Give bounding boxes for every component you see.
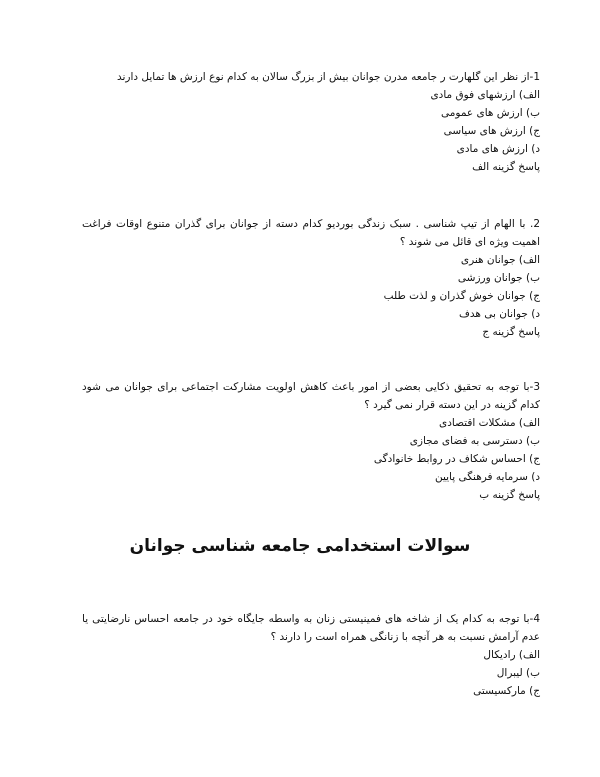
option-item: ج) احساس شکاف در روابط خانوادگی [373, 453, 540, 465]
question-3 [82, 378, 540, 504]
options-list [82, 251, 540, 323]
question-text: 2. با الهام از تیپ شناسی . سبک زندگی بوردیو کدام دسته از جوانان برای گذران متنوع اوقات فراغت اهمیت ویژه ای قائل می شوند ؟ [82, 218, 540, 248]
option-item: ب) جوانان ورزشی [457, 272, 540, 284]
answer-text: پاسخ گزینه ب [479, 489, 540, 501]
option-item: د) سرمایه فرهنگی پایین [434, 471, 540, 483]
option-item: الف) رادیکال [483, 649, 540, 661]
option-item: ب) ارزش های عمومی [441, 107, 540, 119]
options-list [82, 414, 540, 486]
option-item: ج) جوانان خوش گذران و لذت طلب [383, 290, 540, 302]
question-4 [82, 610, 540, 700]
options-list [82, 86, 540, 158]
question-1 [82, 68, 540, 176]
option-item: د) ارزش های مادی [456, 143, 540, 155]
options-list [82, 646, 540, 700]
option-item: ج) مارکسیستی [473, 685, 540, 697]
question-text: 1-از نظر این گلهارت ر جامعه مدرن جوانان بیش از بزرگ سالان به کدام نوع ارزش ها تمایل دارند [116, 71, 540, 83]
answer-text: پاسخ گزینه ج [482, 326, 540, 338]
question-2 [82, 215, 540, 341]
question-text: 3-با توجه به تحقیق ذکایی بعضی از امور باعث کاهش اولویت مشارکت اجتماعی برای جوانان می شود کدام گزینه در این دسته قرار نمی گیرد ؟ [82, 381, 540, 411]
option-item: د) جوانان بی هدف [458, 308, 540, 320]
answer-text: پاسخ گزینه الف [472, 161, 540, 173]
section-heading: سوالات استخدامی جامعه شناسی جوانان [129, 536, 471, 556]
option-item: الف) مشکلات اقتصادی [438, 417, 540, 429]
option-item: ب) دسترسی به فضای مجازی [409, 435, 540, 447]
question-text: 4-با توجه به کدام یک از شاخه های فمینیستی زنان به واسطه جایگاه خود در جامعه احساس نارضایتی یا عدم آرامش نسبت به هر آنچه با زنانگی همراه است را دارند ؟ [82, 613, 540, 643]
option-item: الف) جوانان هنری [460, 254, 540, 266]
option-item: ب) لیبرال [496, 667, 540, 679]
option-item: الف) ارزشهای فوق مادی [430, 89, 540, 101]
option-item: ج) ارزش های سیاسی [443, 125, 540, 137]
